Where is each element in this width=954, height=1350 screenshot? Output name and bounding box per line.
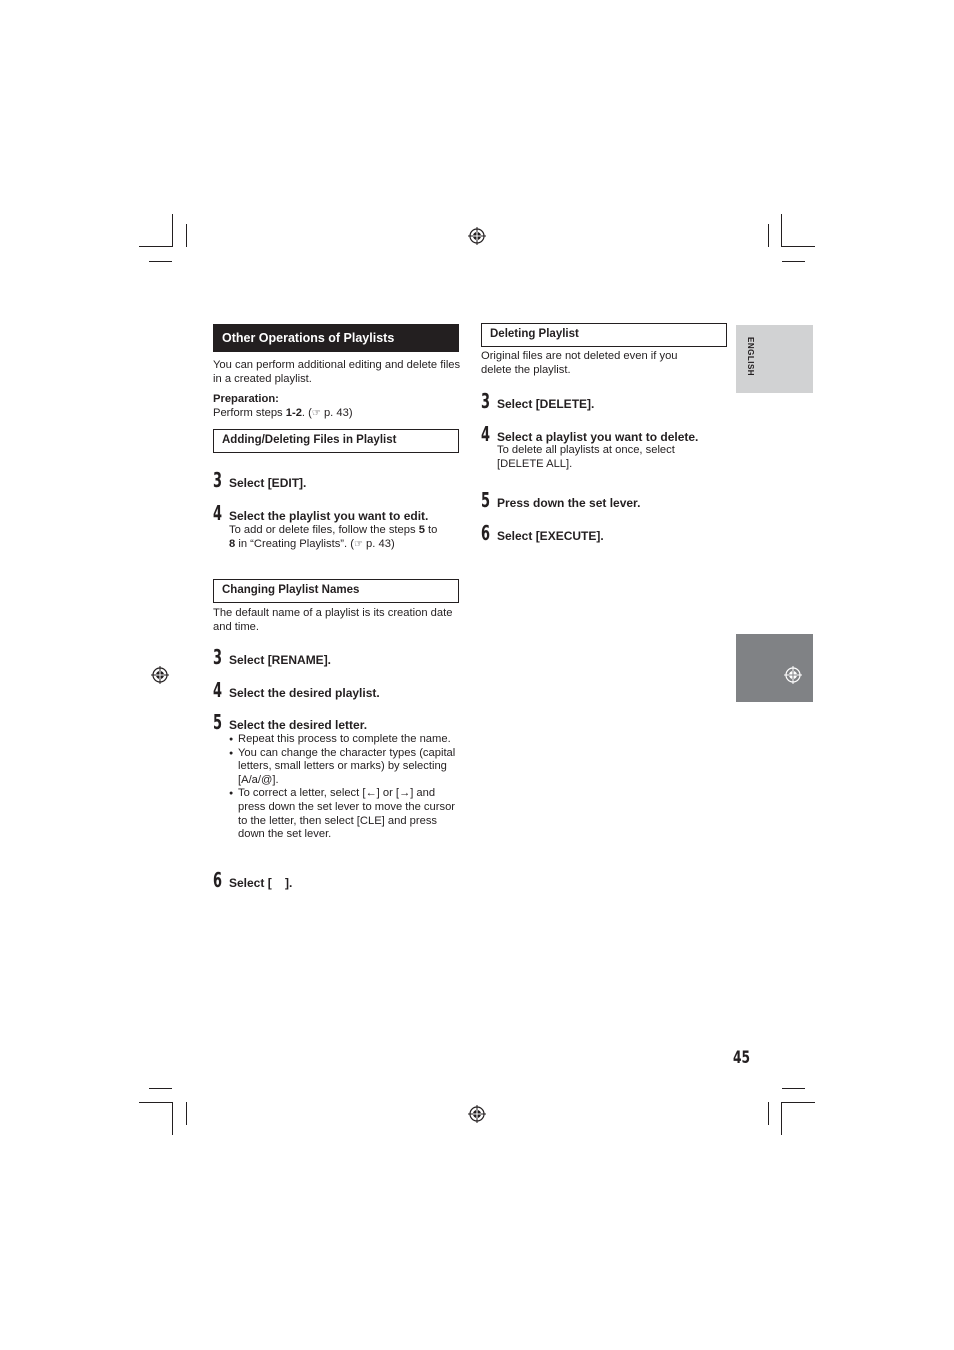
note-text-d: p. 43) [362, 537, 395, 550]
letter-tips-list [229, 733, 461, 842]
step-title: Select the playlist you want to edit. [229, 509, 429, 523]
note-step-to: 8 [229, 537, 236, 550]
preparation-text [213, 407, 461, 421]
crop-mark [781, 1102, 782, 1135]
adding-step-4 [213, 503, 428, 523]
changing-step-5 [213, 712, 367, 732]
note-text-c: in “Creating Playlists”. ( [235, 537, 354, 550]
step-number: 3 [481, 389, 491, 413]
step-title: Select [DELETE]. [497, 397, 595, 411]
step-number: 5 [481, 488, 491, 512]
reference-icon: ☞ [311, 408, 321, 419]
crop-mark [186, 1102, 187, 1125]
step-number: 4 [213, 678, 223, 702]
deleting-step-4-note: To delete all playlists at once, select [DELETE ALL]. [497, 444, 675, 470]
step-title: Select [EXECUTE]. [497, 529, 604, 543]
crop-mark [782, 1088, 805, 1089]
crop-mark [139, 1102, 172, 1103]
preparation-label: Preparation: [213, 393, 279, 405]
intro-text: You can perform additional editing and delete files in a created playlist. [213, 359, 461, 385]
changing-intro: The default name of a playlist is its creation date and time. [213, 607, 453, 633]
crop-mark [186, 224, 187, 247]
deleting-step-4 [481, 424, 698, 444]
note-text-b: to [424, 524, 438, 536]
crop-mark [768, 1102, 769, 1125]
adding-step-3 [213, 470, 306, 490]
step-number: 3 [213, 645, 223, 669]
changing-heading: Changing Playlist Names [213, 579, 459, 603]
registration-mark-icon [784, 666, 802, 684]
step-title: Select the desired letter. [229, 718, 368, 732]
changing-step-3 [213, 647, 331, 667]
crop-mark [149, 1088, 172, 1089]
note-step-from: 5 [418, 524, 425, 536]
deleting-step-6 [481, 523, 604, 543]
main-heading: Other Operations of Playlists [213, 324, 459, 352]
crop-mark [768, 224, 769, 247]
step-title: Select [EDIT]. [229, 476, 307, 490]
step-number: 3 [213, 468, 223, 492]
step-title: Select [RENAME]. [229, 653, 332, 667]
language-tab [736, 325, 813, 393]
adding-heading: Adding/Deleting Files in Playlist [213, 429, 459, 453]
preparation-text-b: . ( [301, 407, 312, 419]
step-number: 4 [213, 501, 223, 525]
section-tab [736, 634, 813, 702]
crop-mark [782, 246, 815, 247]
adding-step-4-note [229, 524, 461, 551]
crop-mark [149, 261, 172, 262]
crop-mark [782, 1102, 815, 1103]
list-item: ● You can change the character types (capital letters, small letters or marks) by selecting [A/a/@]. [229, 747, 461, 788]
changing-step-4 [213, 680, 380, 700]
step-number: 5 [213, 710, 223, 734]
language-tab-label: ENGLISH [746, 337, 755, 377]
registration-mark-icon [468, 1105, 486, 1123]
registration-mark-icon [468, 227, 486, 245]
deleting-intro: Original files are not deleted even if you delete the playlist. [481, 350, 678, 376]
crop-mark [172, 214, 173, 247]
note-text-a: To add or delete files, follow the steps [229, 524, 419, 536]
crop-mark [782, 261, 805, 262]
reference-icon: ☞ [353, 538, 363, 550]
registration-mark-icon [151, 666, 169, 684]
changing-step-6 [213, 870, 292, 890]
step-title: Press down the set lever. [497, 496, 641, 510]
crop-mark [781, 214, 782, 247]
step-number: 6 [481, 521, 491, 545]
crop-mark [139, 246, 172, 247]
deleting-step-5 [481, 490, 640, 510]
preparation-steps: 1-2 [285, 407, 302, 419]
step-number: 4 [481, 422, 491, 446]
list-item: ● Repeat this process to complete the name. [229, 733, 461, 747]
deleting-heading: Deleting Playlist [481, 323, 727, 347]
preparation-text-c: p. 43) [320, 407, 353, 419]
step-title: Select the desired playlist. [229, 686, 380, 700]
crop-mark [172, 1102, 173, 1135]
preparation-text-a: Perform steps [213, 407, 286, 419]
deleting-step-3 [481, 391, 594, 411]
step-title: Select a playlist you want to delete. [497, 430, 699, 444]
step-title: Select [ ]. [229, 876, 293, 890]
page-number: 45 [733, 1048, 751, 1068]
step-number: 6 [213, 868, 223, 892]
list-item: ● To correct a letter, select [←] or [→] and press down the set lever to move the cursor to the letter, then select [CLE] and press down the set lever. [229, 787, 461, 841]
